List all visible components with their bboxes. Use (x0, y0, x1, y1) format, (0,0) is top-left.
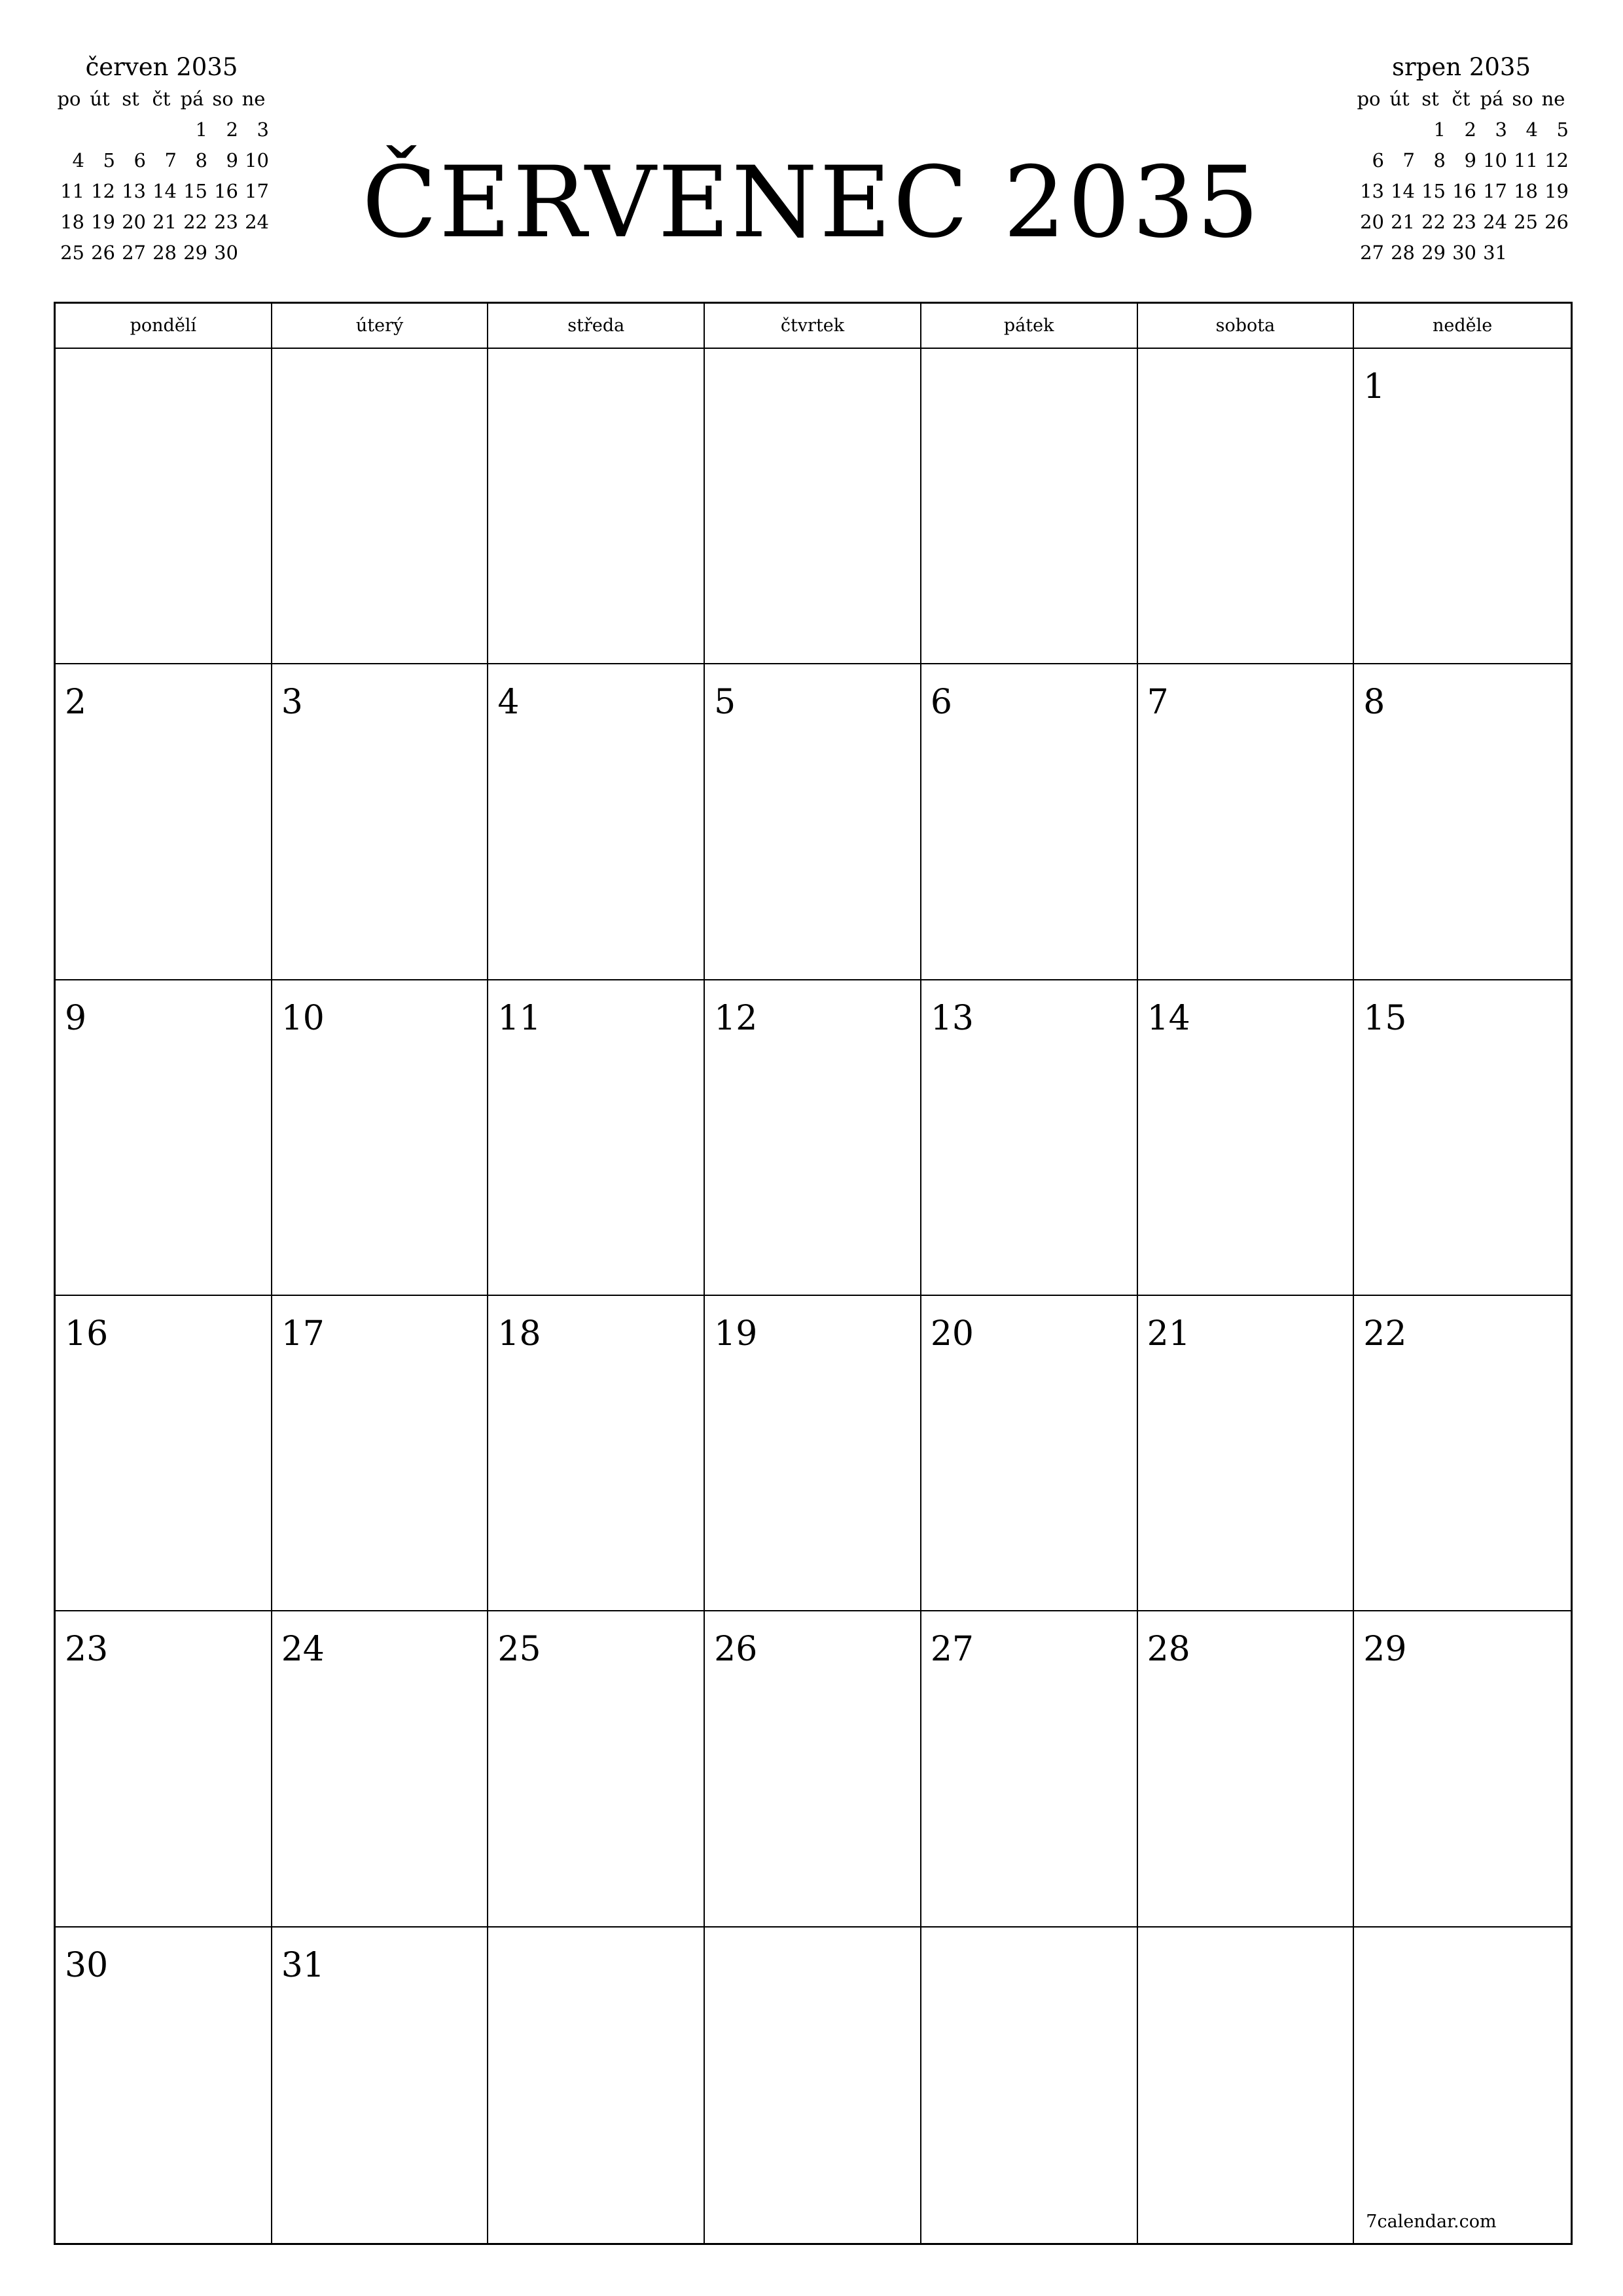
day-cell[interactable] (488, 349, 705, 664)
day-number: 24 (281, 1630, 325, 1670)
mini-day: 25 (60, 242, 84, 264)
day-cell[interactable] (1354, 1928, 1571, 2243)
mini-calendar-next (1353, 51, 1569, 268)
day-cell[interactable] (1354, 349, 1571, 664)
day-cell[interactable] (56, 349, 272, 664)
day-cell[interactable] (272, 664, 489, 980)
mini-day: 3 (257, 118, 269, 141)
day-number: 10 (281, 998, 325, 1038)
mini-day: 6 (1372, 149, 1384, 171)
day-number: 21 (1147, 1314, 1190, 1354)
day-cell[interactable] (272, 980, 489, 1296)
weekday-header: pátek (921, 304, 1138, 349)
mini-day: 22 (183, 211, 207, 233)
day-number: 3 (281, 683, 303, 723)
mini-day: 23 (1452, 211, 1476, 233)
mini-day: 9 (226, 149, 238, 171)
day-cell[interactable] (1354, 980, 1571, 1296)
day-cell[interactable] (921, 1296, 1138, 1611)
day-cell[interactable] (705, 349, 921, 664)
mini-day: 20 (122, 211, 146, 233)
mini-day: 20 (1360, 211, 1384, 233)
day-cell[interactable] (921, 349, 1138, 664)
mini-weekday-label: pá (1480, 88, 1504, 110)
mini-day: 4 (72, 149, 84, 171)
day-number: 16 (65, 1314, 109, 1354)
mini-day: 5 (1556, 118, 1569, 141)
day-number: 23 (65, 1630, 109, 1670)
mini-weekday-label: út (1389, 88, 1410, 110)
mini-day: 29 (183, 242, 207, 264)
day-number: 27 (930, 1630, 974, 1670)
mini-calendar-next-grid (1353, 84, 1569, 268)
mini-day: 6 (134, 149, 146, 171)
day-number: 6 (930, 683, 952, 723)
day-number: 29 (1363, 1630, 1407, 1670)
day-cell[interactable] (705, 980, 921, 1296)
mini-weekday-label: po (57, 88, 81, 110)
weekday-header: středa (488, 304, 705, 349)
day-cell[interactable] (1138, 1928, 1355, 2243)
mini-weekday-label: so (1512, 88, 1533, 110)
mini-day: 21 (1391, 211, 1415, 233)
mini-day: 13 (1360, 180, 1384, 202)
day-cell[interactable] (272, 1296, 489, 1611)
mini-day: 26 (91, 242, 115, 264)
weekday-header: pondělí (56, 304, 272, 349)
day-cell[interactable] (56, 1928, 272, 2243)
day-cell[interactable] (1354, 664, 1571, 980)
day-cell[interactable] (488, 1296, 705, 1611)
mini-weekday-label: st (122, 88, 139, 110)
mini-day: 31 (1483, 242, 1507, 264)
mini-day: 29 (1421, 242, 1446, 264)
mini-day: 5 (103, 149, 115, 171)
mini-day: 30 (214, 242, 238, 264)
day-cell[interactable] (705, 1296, 921, 1611)
day-number: 25 (497, 1630, 541, 1670)
mini-day: 12 (91, 180, 115, 202)
mini-day: 7 (164, 149, 177, 171)
day-cell[interactable] (705, 664, 921, 980)
mini-day: 2 (1464, 118, 1476, 141)
day-number: 11 (497, 998, 541, 1038)
day-cell[interactable] (488, 1928, 705, 2243)
day-cell[interactable] (1138, 349, 1355, 664)
mini-day: 21 (152, 211, 177, 233)
mini-day: 11 (60, 180, 84, 202)
day-number: 5 (714, 683, 736, 723)
day-number: 31 (281, 1945, 325, 1985)
mini-day: 11 (1514, 149, 1538, 171)
mini-day: 16 (1452, 180, 1476, 202)
day-number: 7 (1147, 683, 1169, 723)
day-number: 12 (714, 998, 758, 1038)
day-number: 4 (497, 683, 520, 723)
mini-day: 17 (1483, 180, 1507, 202)
mini-weekday-label: st (1421, 88, 1439, 110)
mini-empty-day (1384, 115, 1415, 145)
mini-day: 22 (1421, 211, 1446, 233)
day-number: 15 (1363, 998, 1407, 1038)
mini-day: 24 (245, 211, 269, 233)
mini-day: 4 (1525, 118, 1538, 141)
day-cell[interactable] (488, 1611, 705, 1927)
day-number: 9 (65, 998, 87, 1038)
mini-day: 8 (1433, 149, 1446, 171)
day-number: 30 (65, 1945, 109, 1985)
day-cell[interactable] (488, 980, 705, 1296)
mini-day: 27 (1360, 242, 1384, 264)
day-cell[interactable] (705, 1928, 921, 2243)
day-cell[interactable] (921, 1611, 1138, 1927)
watermark-text: 7calendar.com (1366, 2212, 1497, 2232)
mini-day: 2 (226, 118, 238, 141)
mini-day: 27 (122, 242, 146, 264)
mini-weekday-label: ne (241, 88, 266, 110)
mini-day: 13 (122, 180, 146, 202)
day-cell[interactable] (1138, 1611, 1355, 1927)
day-cell[interactable] (705, 1611, 921, 1927)
mini-day: 25 (1514, 211, 1538, 233)
mini-day: 1 (1433, 118, 1446, 141)
day-number: 28 (1147, 1630, 1190, 1670)
weekday-header: úterý (272, 304, 489, 349)
mini-day: 15 (1421, 180, 1446, 202)
day-cell[interactable] (272, 1611, 489, 1927)
day-number: 20 (930, 1314, 974, 1354)
mini-day: 10 (1483, 149, 1507, 171)
day-number: 17 (281, 1314, 325, 1354)
month-grid (54, 302, 1573, 2245)
day-cell[interactable] (921, 1928, 1138, 2243)
day-number: 8 (1363, 683, 1385, 723)
day-cell[interactable] (56, 664, 272, 980)
day-cell[interactable] (921, 980, 1138, 1296)
mini-weekday-label: út (90, 88, 110, 110)
day-cell[interactable] (272, 1928, 489, 2243)
day-number: 22 (1363, 1314, 1407, 1354)
day-cell[interactable] (1138, 1296, 1355, 1611)
day-cell[interactable] (56, 980, 272, 1296)
day-number: 18 (497, 1314, 541, 1354)
mini-day: 7 (1402, 149, 1415, 171)
mini-weekday-label: ne (1541, 88, 1565, 110)
day-cell[interactable] (921, 664, 1138, 980)
day-number: 26 (714, 1630, 758, 1670)
mini-day: 16 (214, 180, 238, 202)
mini-day: 14 (1391, 180, 1415, 202)
mini-day: 24 (1483, 211, 1507, 233)
mini-weekday-label: po (1357, 88, 1381, 110)
mini-day: 17 (245, 180, 269, 202)
mini-day: 9 (1464, 149, 1476, 171)
mini-calendar-prev-title: červen 2035 (85, 53, 238, 81)
mini-day: 12 (1544, 149, 1569, 171)
day-number: 2 (65, 683, 87, 723)
mini-calendar-next-title: srpen 2035 (1391, 53, 1531, 81)
page-title: ČERVENEC 2035 (362, 146, 1261, 260)
mini-day: 14 (152, 180, 177, 202)
day-cell[interactable] (56, 1296, 272, 1611)
mini-day: 10 (245, 149, 269, 171)
mini-weekday-label: so (212, 88, 234, 110)
mini-weekday-label: čt (1452, 88, 1471, 110)
mini-empty-day (1353, 115, 1384, 145)
weekday-header: sobota (1138, 304, 1355, 349)
day-number: 19 (714, 1314, 758, 1354)
day-cell[interactable] (1354, 1296, 1571, 1611)
mini-day: 23 (214, 211, 238, 233)
mini-day: 3 (1495, 118, 1507, 141)
day-number: 1 (1363, 367, 1385, 406)
mini-day: 30 (1452, 242, 1476, 264)
mini-weekday-label: čt (152, 88, 171, 110)
mini-day: 19 (1544, 180, 1569, 202)
mini-day: 26 (1544, 211, 1569, 233)
mini-day: 19 (91, 211, 115, 233)
day-number: 14 (1147, 998, 1190, 1038)
mini-day: 18 (1514, 180, 1538, 202)
day-number: 13 (930, 998, 974, 1038)
day-cell[interactable] (272, 349, 489, 664)
mini-day: 18 (60, 211, 84, 233)
day-cell[interactable] (488, 664, 705, 980)
weekday-header: čtvrtek (705, 304, 921, 349)
day-cell[interactable] (56, 1611, 272, 1927)
mini-weekday-label: pá (180, 88, 204, 110)
mini-day: 15 (183, 180, 207, 202)
mini-day: 28 (152, 242, 177, 264)
mini-day: 8 (195, 149, 207, 171)
day-cell[interactable] (1354, 1611, 1571, 1927)
mini-day: 28 (1391, 242, 1415, 264)
day-cell[interactable] (1138, 980, 1355, 1296)
weekday-header: neděle (1354, 304, 1571, 349)
day-cell[interactable] (1138, 664, 1355, 980)
mini-day: 1 (195, 118, 207, 141)
